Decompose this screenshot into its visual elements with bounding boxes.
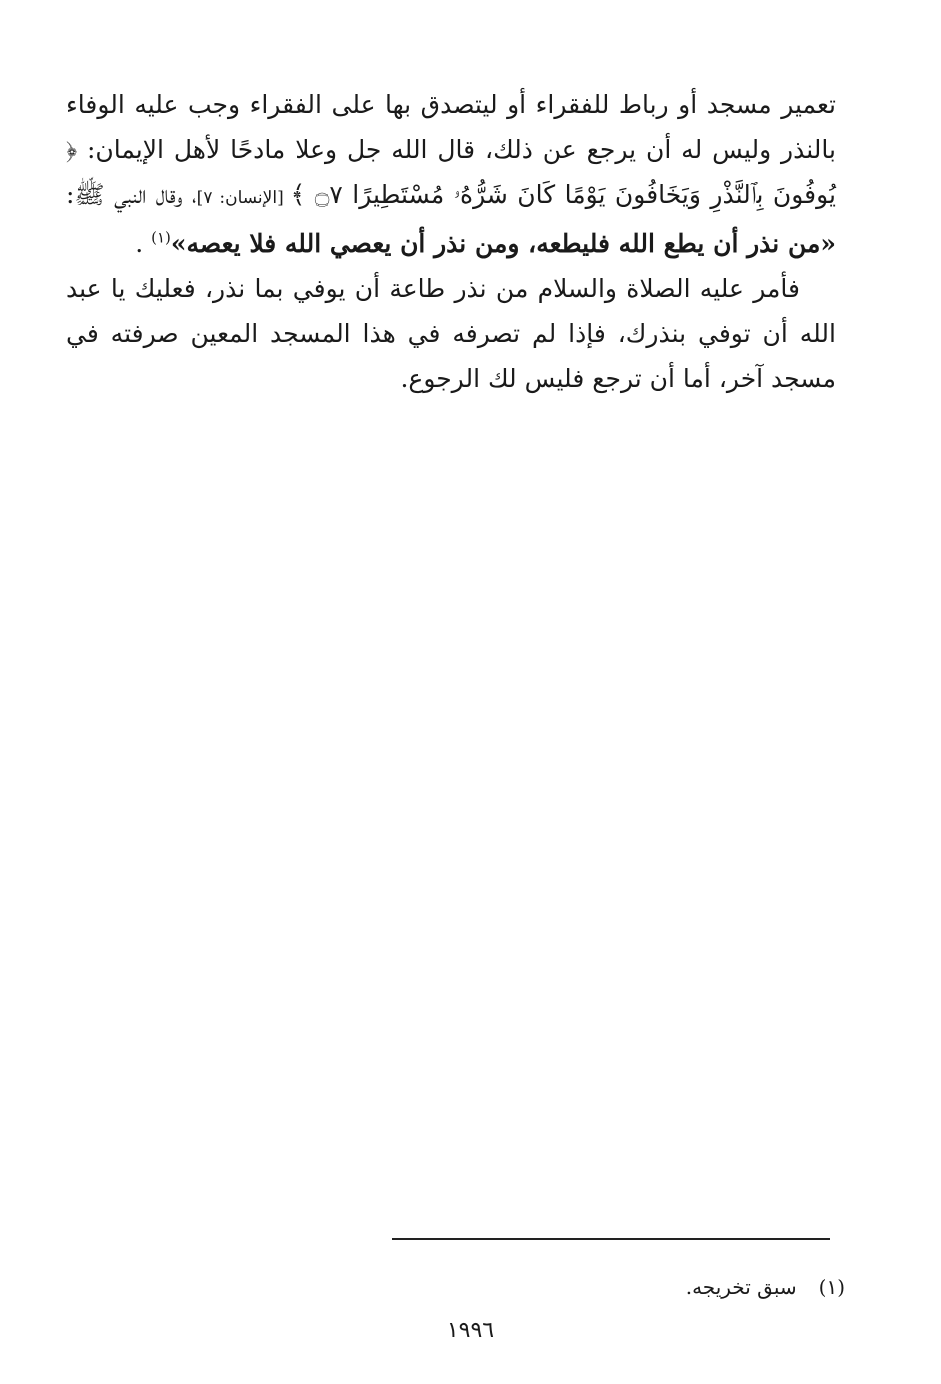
- paragraph-1: [66, 82, 836, 266]
- footnote-divider: [392, 1238, 830, 1240]
- footnote: [686, 1272, 845, 1302]
- footnote-marker: (١): [151, 228, 171, 247]
- paragraph-1-text-a: تعمير مسجد أو رباط للفقراء أو ليتصدق بها على الفقراء وجب عليه الوفاء بالنذر وليس له أن يرجع عن ذلك، قال الله جل وعلا مادحًا لأهل الإيمان:: [66, 90, 836, 164]
- paragraph-2: فأمر عليه الصلاة والسلام من نذر طاعة أن يوفي بما نذر، فعليك يا عبد الله أن توفي بنذرك، فإذا لم تصرفه في هذا المسجد المعين صرفته في مسجد آخر، أما أن ترجع فليس لك الرجوع.: [66, 274, 836, 393]
- footnote-text: سبق تخريجه.: [685, 1275, 797, 1299]
- paragraph-1-end: .: [135, 229, 152, 258]
- quran-reference: [الإنسان: ٧]: [196, 188, 291, 208]
- paragraph-1-text-b: ، وقال النبي ﷺ:: [66, 180, 197, 209]
- hadith-quote: «من نذر أن يطع الله فليطعه، ومن نذر أن يعصي الله فلا يعصه»: [170, 229, 836, 258]
- footnote-number: (١): [818, 1275, 845, 1299]
- quran-verse: ﴿ يُوفُونَ بِٱلنَّذْرِ وَيَخَافُونَ يَوْمًا كَانَ شَرُّهُۥ مُسْتَطِيرًا ۝٧ ﴾: [66, 135, 836, 209]
- page-number: ١٩٩٦: [446, 1318, 495, 1343]
- main-text: [66, 82, 836, 401]
